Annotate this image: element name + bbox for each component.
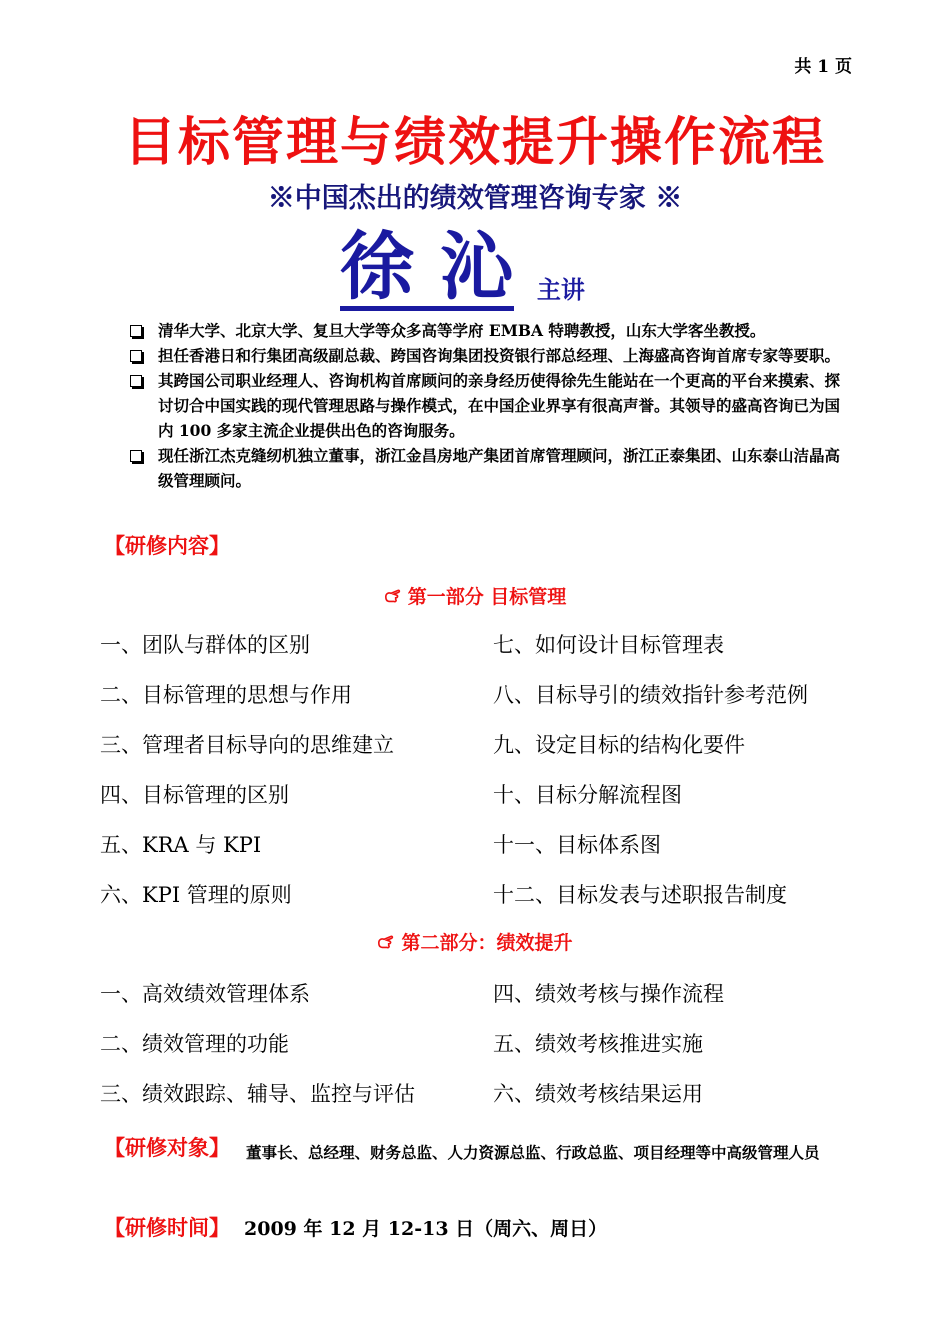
- course-item: 八、目标导引的绩效指针参考范例: [493, 683, 808, 707]
- course-item: 二、绩效管理的功能: [100, 1032, 289, 1056]
- subtitle: ※中国杰出的绩效管理咨询专家 ※: [267, 183, 683, 214]
- course-item: 一、团队与群体的区别: [100, 633, 310, 657]
- time-text: 2009 年 12 月 12-13 日（周六、周日）: [244, 1218, 608, 1240]
- speaker-name: 徐 沁: [340, 224, 514, 310]
- speaker-role: 主讲: [536, 275, 585, 304]
- course-item: 四、目标管理的区别: [100, 783, 289, 807]
- pointing-hand-icon: [377, 933, 395, 951]
- target-label: 【研修对象】: [104, 1136, 230, 1160]
- speaker: [340, 224, 585, 311]
- pointing-hand-icon: [384, 587, 402, 605]
- course-item: 一、高效绩效管理体系: [100, 982, 310, 1006]
- course-item: 二、目标管理的思想与作用: [100, 683, 352, 707]
- course-item: 六、KPI 管理的原则: [100, 883, 292, 907]
- bio-item: 现任浙江杰克缝纫机独立董事，浙江金昌房地产集团首席管理顾问，浙江正泰集团、山东泰山洁晶高级管理顾问。: [130, 443, 855, 493]
- checkbox-bullet-icon: [130, 450, 142, 462]
- course-item: 七、如何设计目标管理表: [493, 633, 724, 657]
- bio-item: 其跨国公司职业经理人、咨询机构首席顾问的亲身经历使得徐先生能站在一个更高的平台来摸索、探讨切合中国实践的现代管理思路与操作模式，在中国企业界享有很高声誉。其领导的盛高咨询已为国内 100 多家主流企业提供出色的咨询服务。: [130, 368, 855, 443]
- course-item: 十、目标分解流程图: [493, 783, 682, 807]
- content-heading: 【研修内容】: [104, 534, 230, 558]
- target-text: 董事长、总经理、财务总监、人力资源总监、行政总监、项目经理等中高级管理人员: [246, 1143, 820, 1162]
- course-item: 三、绩效跟踪、辅导、监控与评估: [100, 1082, 415, 1106]
- course-item: 十一、目标体系图: [493, 833, 661, 857]
- bio-item: 担任香港日和行集团高级副总裁、跨国咨询集团投资银行部总经理、上海盛高咨询首席专家等要职。: [130, 343, 855, 368]
- course-item: 五、KRA 与 KPI: [100, 833, 262, 857]
- course-item: 五、绩效考核推进实施: [493, 1032, 703, 1056]
- page-count: 共 1 页: [794, 57, 852, 77]
- bio-item: 清华大学、北京大学、复旦大学等众多高等学府 EMBA 特聘教授，山东大学客坐教授。: [130, 318, 855, 343]
- main-title: 目标管理与绩效提升操作流程: [123, 113, 826, 173]
- checkbox-bullet-icon: [130, 325, 142, 337]
- course-item: 三、管理者目标导向的思维建立: [100, 733, 394, 757]
- course-item: 六、绩效考核结果运用: [493, 1082, 703, 1106]
- bio-list: [130, 318, 855, 493]
- checkbox-bullet-icon: [130, 350, 142, 362]
- part2-title: 第二部分：绩效提升: [0, 928, 950, 955]
- time-label: 【研修时间】: [104, 1216, 230, 1240]
- checkbox-bullet-icon: [130, 375, 142, 387]
- course-item: 四、绩效考核与操作流程: [493, 982, 724, 1006]
- course-item: 十二、目标发表与述职报告制度: [493, 883, 787, 907]
- course-item: 九、设定目标的结构化要件: [493, 733, 745, 757]
- part1-title: 第一部分 目标管理: [0, 582, 950, 609]
